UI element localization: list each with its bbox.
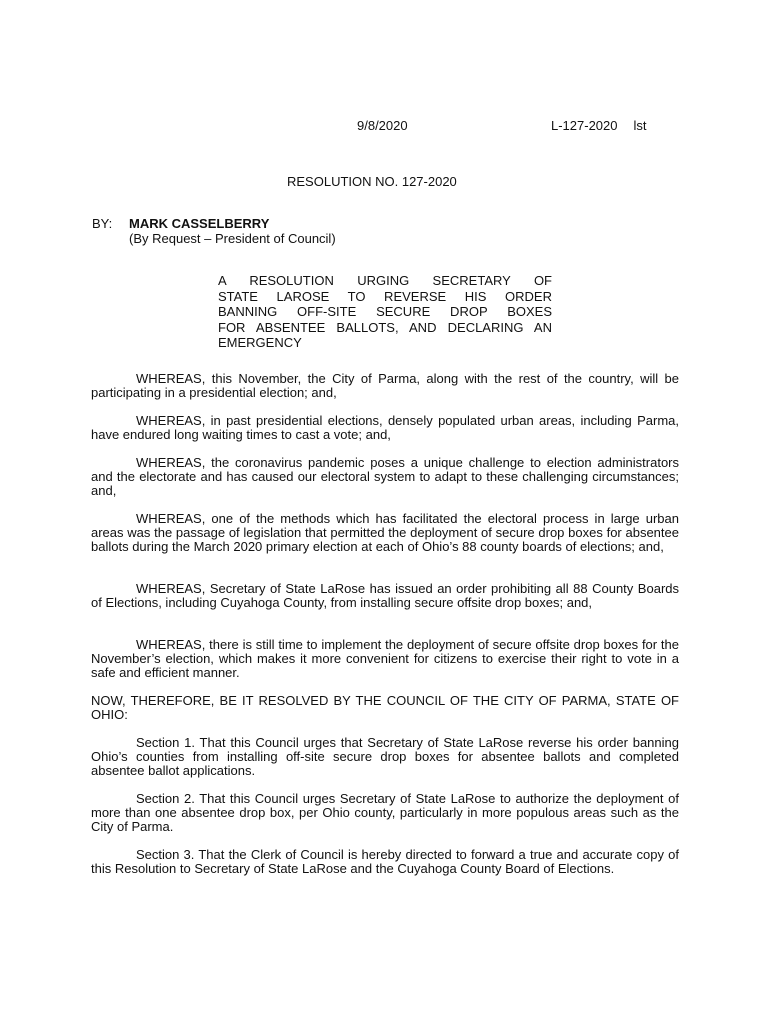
by-request-note: (By Request – President of Council)	[129, 231, 336, 246]
whereas-text: WHEREAS, this November, the City of Parma, along with the rest of the country, will be participating in a presidential election; and,	[91, 371, 679, 401]
whereas-paragraph	[91, 512, 679, 555]
caption-line: STATE LAROSE TO REVERSE HIS ORDER	[218, 288, 552, 304]
whereas-paragraph	[91, 414, 679, 442]
section-text: Section 1. That this Council urges that Secretary of State LaRose reverse his order banning Ohio’s counties from installing off-site secure drop boxes for absentee ballots and completed absentee ballot applications.	[91, 735, 679, 779]
section-paragraph	[91, 792, 679, 835]
section-text: Section 3. That the Clerk of Council is hereby directed to forward a true and accurate copy of this Resolution to Secretary of State LaRose and the Cuyahoga County Board of Elections.	[91, 847, 679, 877]
by-line	[92, 217, 269, 232]
reference-suffix: lst	[633, 118, 647, 133]
resolution-caption	[218, 273, 552, 351]
whereas-text: WHEREAS, the coronavirus pandemic poses a unique challenge to election administrators and the electorate and has caused our electoral system to adapt to these challenging circumstances; and,	[91, 455, 679, 499]
section-text: Section 2. That this Council urges Secretary of State LaRose to authorize the deployment of more than one absentee drop box, per Ohio county, particularly in more populous areas such as the City of Parma.	[91, 791, 679, 835]
caption-line: EMERGENCY	[218, 335, 302, 350]
section-paragraph	[91, 736, 679, 779]
whereas-paragraph	[91, 456, 679, 499]
sponsor-name: MARK CASSELBERRY	[129, 216, 270, 231]
caption-line: A RESOLUTION URGING SECRETARY OF	[218, 273, 552, 288]
whereas-paragraph	[91, 582, 679, 610]
whereas-text: WHEREAS, in past presidential elections, densely populated urban areas, including Parma, have endured long waiting times to cast a vote; and,	[91, 413, 679, 443]
whereas-text: WHEREAS, there is still time to implement the deployment of secure offsite drop boxes for the November’s election, which makes it more convenient for citizens to exercise their right to vote in a safe and efficient manner.	[91, 637, 679, 681]
caption-line: BANNING OFF-SITE SECURE DROP BOXES	[218, 304, 552, 319]
section-paragraph	[91, 848, 679, 876]
header-date: 9/8/2020	[357, 118, 408, 133]
whereas-text: WHEREAS, one of the methods which has facilitated the electoral process in large urban areas was the passage of legislation that permitted the deployment of secure drop boxes for absentee ballots during the March 2020 primary election at each of Ohio’s 88 county boards of elections; and,	[91, 511, 679, 555]
by-label: BY:	[92, 216, 113, 231]
header-reference	[551, 119, 647, 134]
whereas-text: WHEREAS, Secretary of State LaRose has issued an order prohibiting all 88 County Boards of Elections, including Cuyahoga County, from installing secure offsite drop boxes; and,	[91, 581, 679, 611]
resolved-clause: NOW, THEREFORE, BE IT RESOLVED BY THE COUNCIL OF THE CITY OF PARMA, STATE OF OHIO:	[91, 693, 679, 723]
reference-number: L-127-2020	[551, 118, 618, 133]
whereas-paragraph	[91, 638, 679, 681]
caption-line: FOR ABSENTEE BALLOTS, AND DECLARING AN	[218, 319, 552, 335]
resolution-title: RESOLUTION NO. 127-2020	[287, 174, 457, 189]
whereas-paragraph	[91, 372, 679, 400]
